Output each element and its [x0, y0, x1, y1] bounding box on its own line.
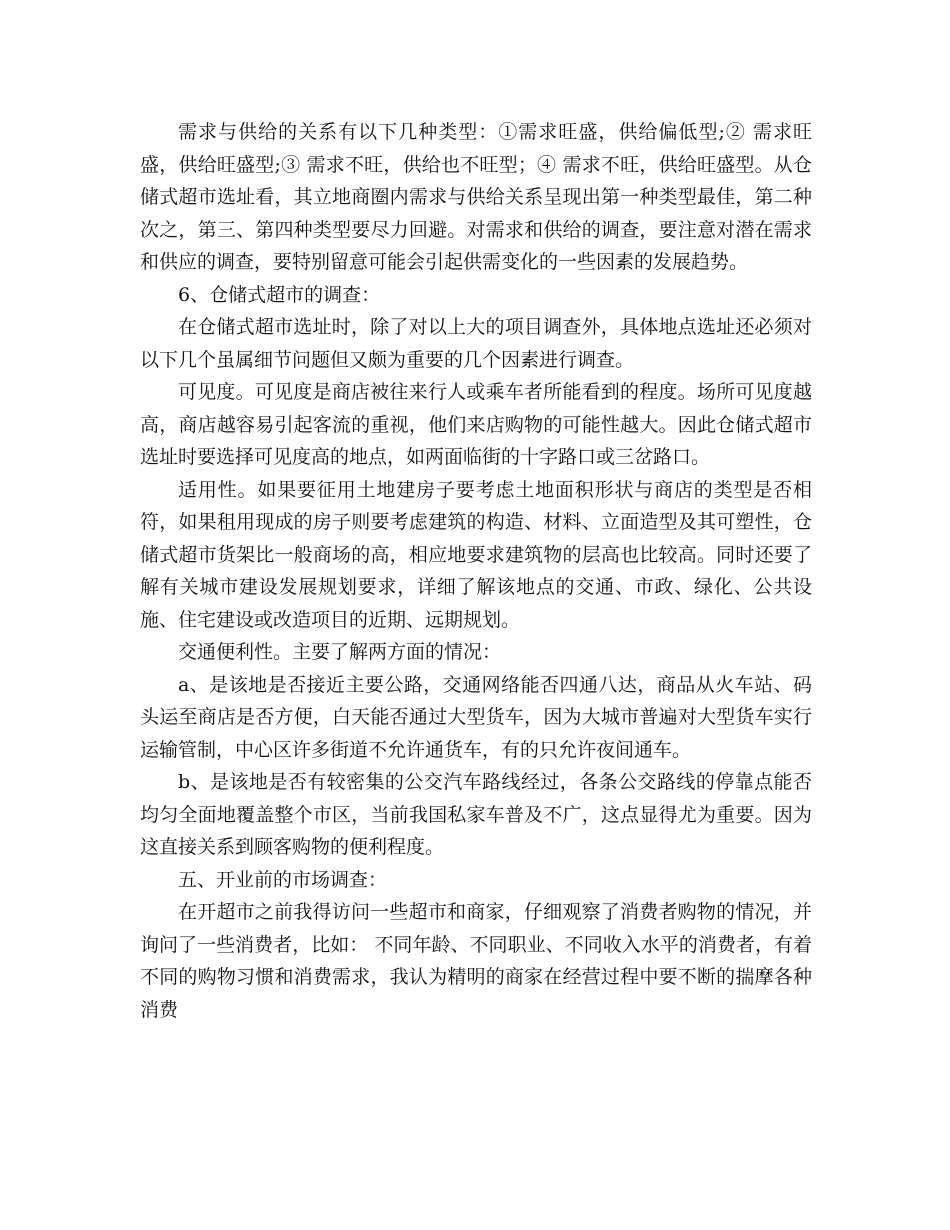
paragraph-pre-opening-visits: 在开超市之前我得访问一些超市和商家，仔细观察了消费者购物的情况，并询问了一些消费者，比如： 不同年龄、不同职业、不同收入水平的消费者，有着不同的购物习惯和消费需求，我认为精明的商家在经营过程中要不断的揣摩各种消费: [140, 901, 812, 1021]
heading-warehouse-survey: 6、仓储式超市的调查：: [178, 283, 381, 306]
paragraph-visibility: 可见度。可见度是商店被往来行人或乘车者所能看到的程度。场所可见度越高，商店越容易引起客流的重视，他们来店购物的可能性越大。因此仓储式超市选址时要选择可见度高的地点，如两面临街的十字路口或三岔路口。: [140, 381, 812, 468]
paragraph-traffic-a: a、是该地是否接近主要公路，交通网络能否四通八达，商品从火车站、码头运至商店是否方便，白天能否通过大型货车，因为大城市普遍对大型货车实行运输管制，中心区许多街道不允许通货车，有的只允许夜间通车。: [140, 673, 812, 761]
paragraph-suitability: 适用性。如果要征用土地建房子要考虑土地面积形状与商店的类型是否相符，如果租用现成的房子则要考虑建筑的构造、材料、立面造型及其可塑性，仓储式超市货架比一般商场的高，相应地要求建筑物的层高也比较高。同时还要了解有关城市建设发展规划要求，详细了解该地点的交通、市政、绿化、公共设施、住宅建设或改造项目的近期、远期规划。: [140, 478, 812, 631]
paragraph-site-selection: 在仓储式超市选址时，除了对以上大的项目调查外，具体地点选址还必须对以下几个虽属细节问题但又颇为重要的几个因素进行调查。: [140, 316, 812, 371]
paragraph-traffic-b: b、是该地是否有较密集的公交汽车路线经过，各条公交路线的停靠点能否均匀全面地覆盖整个市区，当前我国私家车普及不广，这点显得尤为重要。因为这直接关系到顾客购物的便利程度。: [140, 771, 812, 858]
heading-pre-opening-survey: 五、开业前的市场调查：: [178, 868, 388, 891]
paragraph-supply-demand-types: 需求与供给的关系有以下几种类型：①需求旺盛，供给偏低型;② 需求旺盛，供给旺盛型;③ 需求不旺，供给也不旺型；④ 需求不旺，供给旺盛型。从仓储式超市选址看，其立地商圈内需求与供给关系呈现出第一种类型最佳，第二种次之，第三、第四种类型要尽力回避。对需求和供给的调查，要注意对潜在需求和供应的调查，要特别留意可能会引起供需变化的一些因素的发展趋势。: [140, 121, 812, 273]
document-body: [140, 116, 812, 1026]
paragraph-traffic-convenience: 交通便利性。主要了解两方面的情况：: [178, 641, 502, 663]
